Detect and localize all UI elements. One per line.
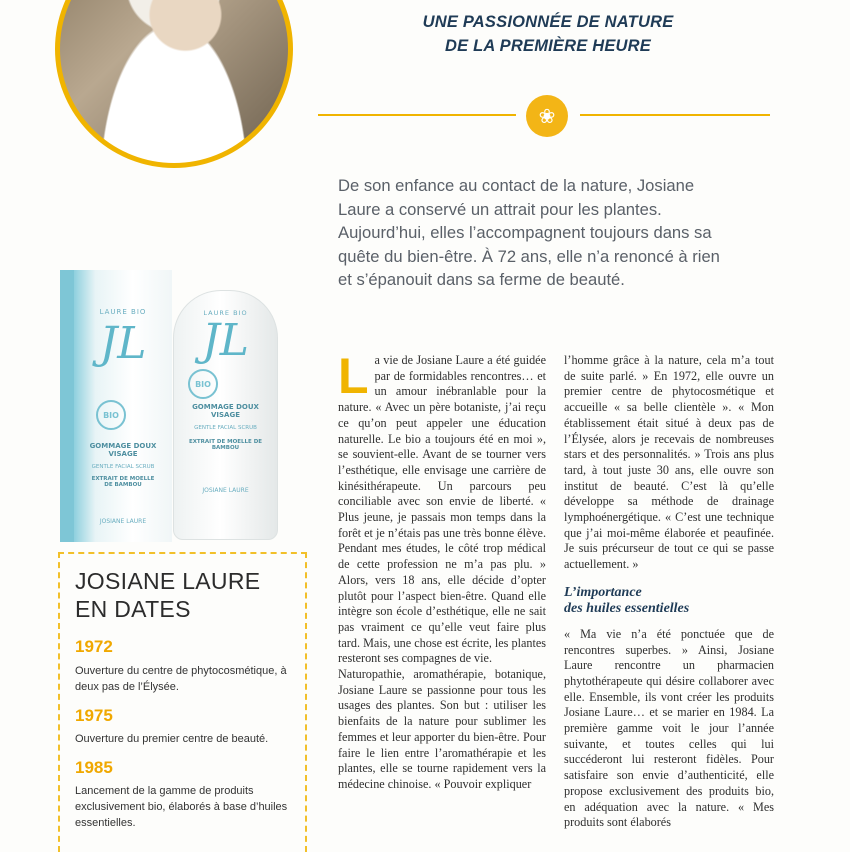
subheading-line-1: L’importance xyxy=(564,584,642,600)
portrait-photo xyxy=(55,0,293,168)
date-text-1985: Lancement de la gamme de produits exclusivement bio, élaborés à base d’huiles essentielles. xyxy=(75,785,288,829)
product-tube xyxy=(173,290,278,540)
product-box-maker: JOSIANE LAURE xyxy=(99,518,147,525)
intro-paragraph: De son enfance au contact de la nature, Josiane Laure a conservé un attrait pour les plantes. Aujourd’hui, elles l’accompagnent toujours dans sa quête du bien-être. À 72 ans, elle n’a renoncé à rien et s’épanouit dans sa ferme de beauté. xyxy=(338,176,720,289)
product-box-subtitle: GENTLE FACIAL SCRUB xyxy=(91,464,155,470)
leaf-icon: ❀ xyxy=(526,95,568,137)
product-tube-extract: EXTRAIT DE MOELLE DE BAMBOU xyxy=(188,439,263,451)
product-tube-subtitle: GENTLE FACIAL SCRUB xyxy=(194,425,257,431)
dates-title: JOSIANE LAURE EN DATES xyxy=(75,568,261,622)
date-text-1972: Ouverture du centre de phytocosmétique, à deux pas de l’Élysée. xyxy=(75,665,287,693)
subheading-line-2: des huiles essentielles xyxy=(564,600,690,616)
drop-cap: L xyxy=(338,348,369,404)
product-tube-brand: LAURE BIO xyxy=(203,309,248,317)
divider-right xyxy=(580,114,770,116)
date-text-1975: Ouverture du premier centre de beauté. xyxy=(75,733,269,745)
product-box-logo: JL xyxy=(99,318,147,369)
date-year-1985: 1985 xyxy=(75,758,113,777)
bio-seal-icon: BIO xyxy=(96,400,126,430)
headline-line-1: UNE PASSIONNÉE DE NATURE xyxy=(422,13,674,31)
article-column-2 xyxy=(564,353,774,831)
product-tube-logo: JL xyxy=(202,315,249,366)
tube-bio-seal-icon: BIO xyxy=(188,369,218,399)
headline xyxy=(378,10,718,58)
product-box xyxy=(60,270,172,542)
divider-left xyxy=(318,114,516,116)
headline-line-2: DE LA PREMIÈRE HEURE xyxy=(445,37,651,55)
article-paragraph-4: « Ma vie n’a été ponctuée que de rencontres superbes. » Ainsi, Josiane Laure rencontre un pharmacien phytothérapeute qui désire collaborer avec elle. Ensemble, ils vont créer les produits Josiane Laure… et se marier en 1984. La première gamme voit le jour l’année suivante, et toutes celles qui lui succéderont lui resteront fidèles. Pour satisfaire son envie d’authenticité, elle propose exclusivement des produits bio, en adéquation avec la nature. « Mes produits sont élaborés xyxy=(564,626,774,830)
article-column-1 xyxy=(338,348,546,793)
article-paragraph-2: Naturopathie, aromathérapie, botanique, Josiane Laure se passionne pour tous les usages des plantes. Son but : utiliser les bienfaits de la nature pour sublimer les femmes et leur apporter du bien-être. Pour faire le lien entre l’aromathérapie et les plantes, elle se tourne rapidement vers la médecine chinoise. « Pouvoir expliquer xyxy=(338,667,546,791)
date-year-1975: 1975 xyxy=(75,706,113,725)
section-subheading xyxy=(564,585,774,617)
article-paragraph-1: a vie de Josiane Laure a été guidée par de formidables rencontres… et un amour inébranlable pour la nature. « Avec un père botaniste, j’ai reçu ce qu’on peut appeler une éducation naturelle. Le bio a toujours été en moi », se souvient-elle. Avant de se tourner vers l’esthétique, elle envisage une carrière de kinésithérapeute. Un parcours peu conciliable avec son envie de liberté. « Plus jeune, je passais mon temps dans la forêt et je n’étais pas une très bonne élève. Pendant mes études, le côté trop médical de cette profession ne m’a pas plu. » Alors, vers 18 ans, elle décide d’opter plutôt pour l’aspect bien-être. Quand elle intègre son école d’esthétique, elle ne sait pas vraiment ce qu’elle veut faire plus tard. Mais, une chose est écrite, les plantes resteront ses compagnes de vie. xyxy=(338,353,546,666)
product-tube-maker: JOSIANE LAURE xyxy=(202,487,249,494)
article-paragraph-3: l’homme grâce à la nature, cela m’a tout de suite parlé. » En 1972, elle ouvre un premier centre de phytocosmétique et accueille « sa belle clientèle ». « Mon établissement était situé à deux pas de l’Élysée, alors je recevais de nombreuses stars et des personnalités. » Trois ans plus tard, à tout juste 30 ans, elle ouvre son institut de beauté. C’est là qu’elle développe sa méthode de drainage lymphoénergétique. « C’est une technique que j’ai moi-même élaborée et peaufinée. Je suis précurseur de tout ce qui se passe actuellement. » xyxy=(564,353,774,572)
product-box-extract: EXTRAIT DE MOELLE DE BAMBOU xyxy=(91,476,155,488)
product-box-brand: LAURE BIO xyxy=(99,308,147,316)
product-tube-name: GOMMAGE DOUX VISAGE xyxy=(192,403,259,419)
product-box-name: GOMMAGE DOUX VISAGE xyxy=(89,442,157,458)
date-year-1972: 1972 xyxy=(75,637,113,656)
